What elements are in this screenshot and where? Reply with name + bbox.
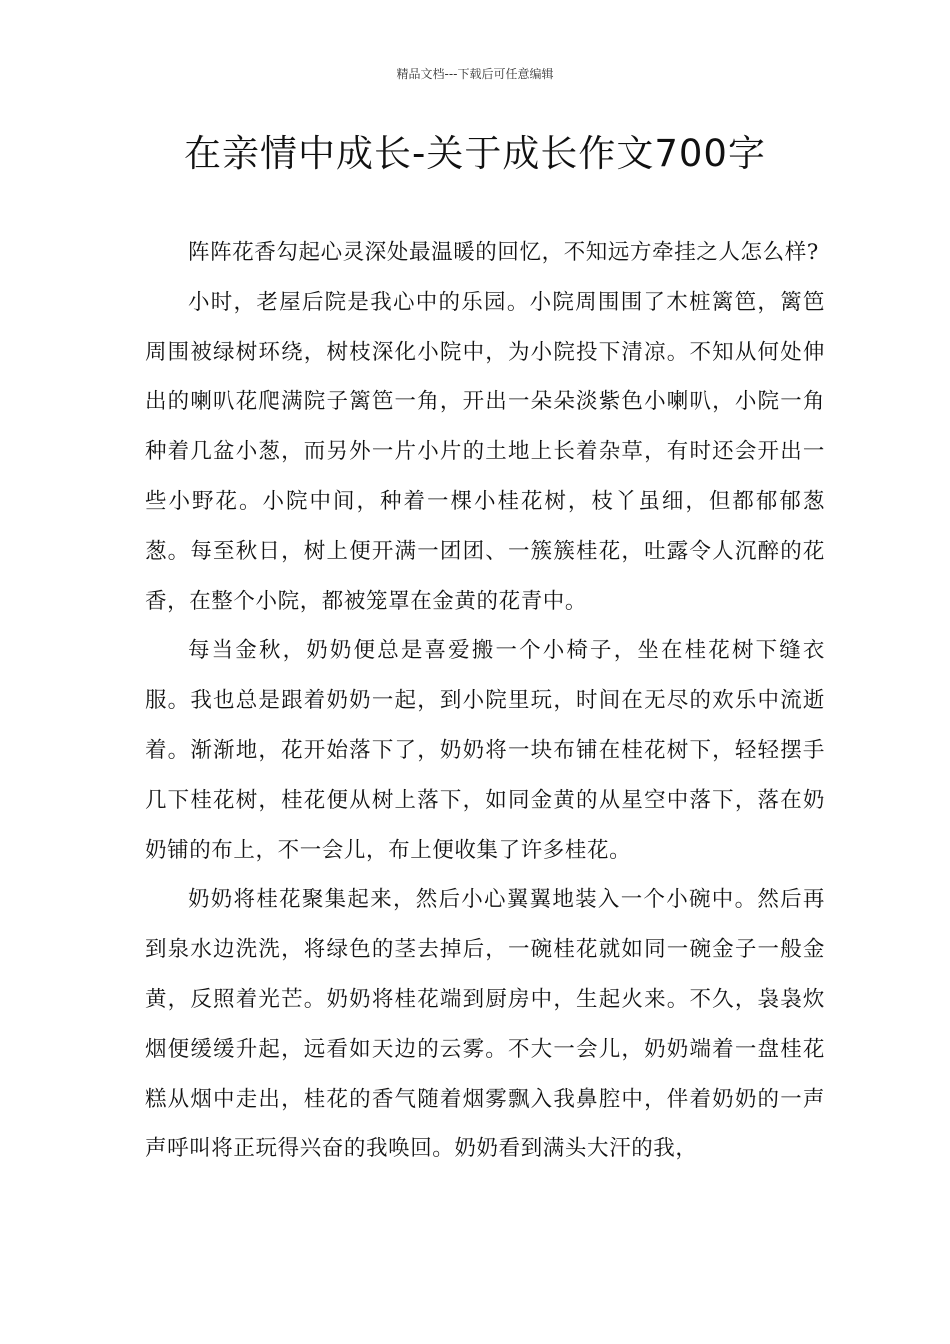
paragraph-1: 阵阵花香勾起心灵深处最温暖的回忆，不知远方牵挂之人怎么样?: [188, 240, 819, 265]
header-note: 精品文档---下载后可任意编辑: [396, 67, 554, 81]
document-title: 在亲情中成长-关于成长作文700字: [184, 132, 766, 175]
paragraph-4: 奶奶将桂花聚集起来，然后小心翼翼地装入一个小碗中。然后再到泉水边洗洗，将绿色的茎去掉后，一碗桂花就如同一碗金子一般金黄，反照着光芒。奶奶将桂花端到厨房中，生起火来。不久，袅袅炊烟便缓缓升起，远看如天边的云雾。不大一会儿，奶奶端着一盘桂花糕从烟中走出，桂花的香气随着烟雾飘入我鼻腔中，伴着奶奶的一声声呼叫将正玩得兴奋的我唤回。奶奶看到满头大汗的我，: [145, 887, 825, 1162]
document-body: [145, 228, 825, 1174]
paragraph-3: 每当金秋，奶奶便总是喜爱搬一个小椅子，坐在桂花树下缝衣服。我也总是跟着奶奶一起，到小院里玩，时间在无尽的欢乐中流逝着。渐渐地，花开始落下了，奶奶将一块布铺在桂花树下，轻轻摆手几下桂花树，桂花便从树上落下，如同金黄的从星空中落下，落在奶奶铺的布上，不一会儿，布上便收集了许多桂花。: [145, 638, 825, 863]
paragraph-2: 小时，老屋后院是我心中的乐园。小院周围围了木桩篱笆，篱笆周围被绿树环绕，树枝深化小院中，为小院投下清凉。不知从何处伸出的喇叭花爬满院子篱笆一角，开出一朵朵淡紫色小喇叭，小院一角种着几盆小葱，而另外一片小片的土地上长着杂草，有时还会开出一些小野花。小院中间，种着一棵小桂花树，枝丫虽细，但都郁郁葱葱。每至秋日，树上便开满一团团、一簇簇桂花，吐露令人沉醉的花香，在整个小院，都被笼罩在金黄的花青中。: [145, 289, 825, 614]
